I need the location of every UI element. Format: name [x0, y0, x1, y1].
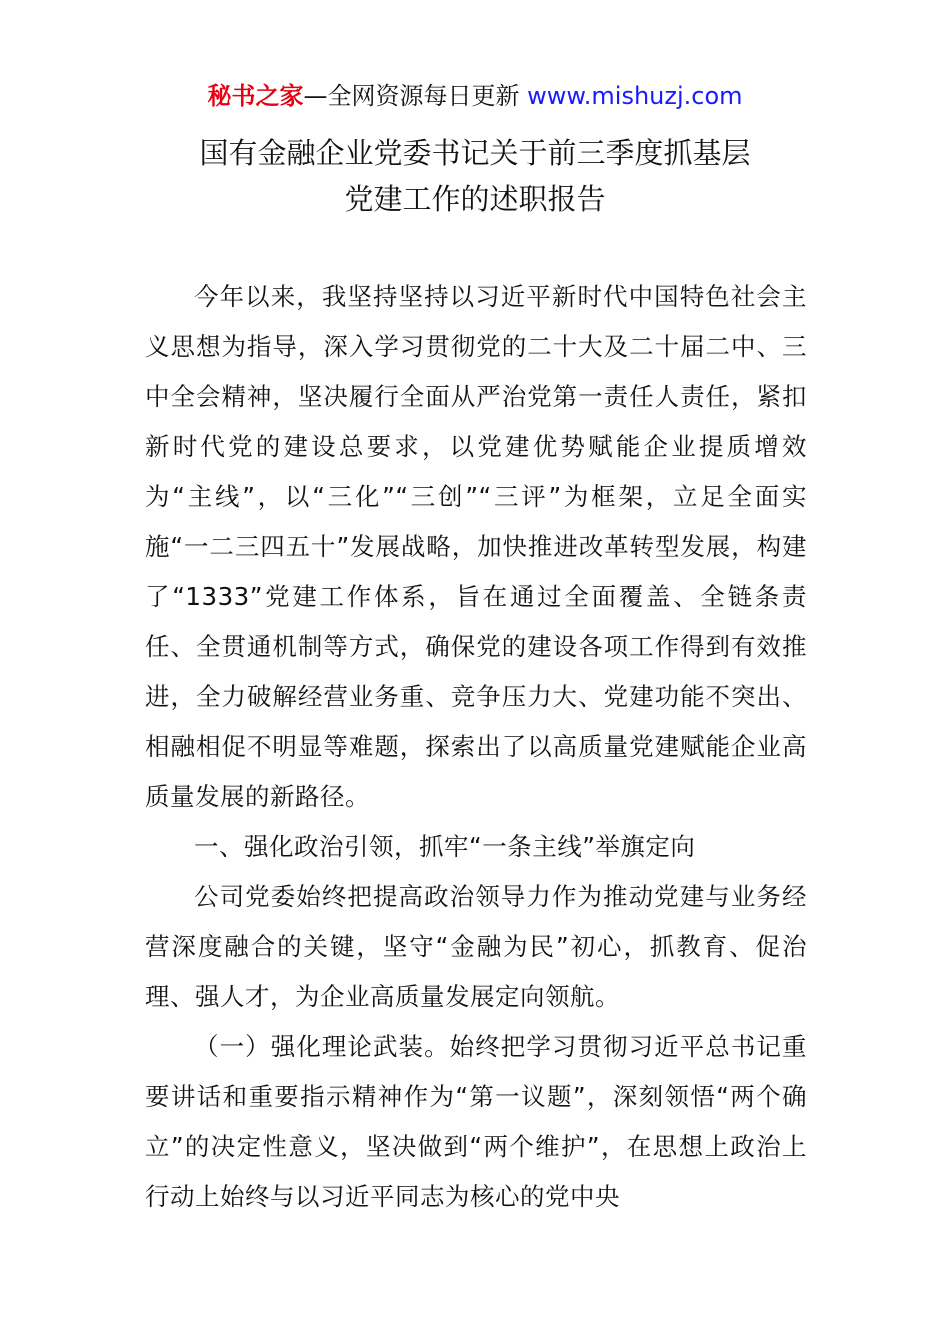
- site-url-link[interactable]: www.mishuzj.com: [527, 82, 743, 110]
- document-title-line-1: 国有金融企业党委书记关于前三季度抓基层: [199, 136, 751, 170]
- site-brand: 秘书之家: [207, 82, 304, 110]
- document-body: [145, 272, 807, 1222]
- site-header: [0, 80, 950, 112]
- intro-paragraph: 今年以来，我坚持坚持以习近平新时代中国特色社会主义思想为指导，深入学习贯彻党的二十大及二十届二中、三中全会精神，坚决履行全面从严治党第一责任人责任，紧扣新时代党的建设总要求，以党建优势赋能企业提质增效为“主线”，以“三化”“三创”“三评”为框架，立足全面实施“一二三四五十”发展战略，加快推进改革转型发展，构建了“1333”党建工作体系，旨在通过全面覆盖、全链条责任、全贯通机制等方式，确保党的建设各项工作得到有效推进，全力破解经营业务重、竞争压力大、党建功能不突出、相融相促不明显等难题，探索出了以高质量党建赋能企业高质量发展的新路径。: [145, 282, 807, 811]
- section-1-paragraph: 公司党委始终把提高政治领导力作为推动党建与业务经营深度融合的关键，坚守“金融为民”初心，抓教育、促治理、强人才，为企业高质量发展定向领航。: [145, 882, 807, 1011]
- section-heading-1: 一、强化政治引领，抓牢“一条主线”举旗定向: [194, 832, 696, 861]
- document-title: [0, 130, 950, 222]
- document-title-line-2: 党建工作的述职报告: [344, 182, 606, 216]
- site-tagline: —全网资源每日更新: [303, 82, 528, 110]
- subsection-1-paragraph: （一）强化理论武装。始终把学习贯彻习近平总书记重要讲话和重要指示精神作为“第一议题”，深刻领悟“两个确立”的决定性意义，坚决做到“两个维护”，在思想上政治上行动上始终与以习近平同志为核心的党中央: [145, 1032, 807, 1211]
